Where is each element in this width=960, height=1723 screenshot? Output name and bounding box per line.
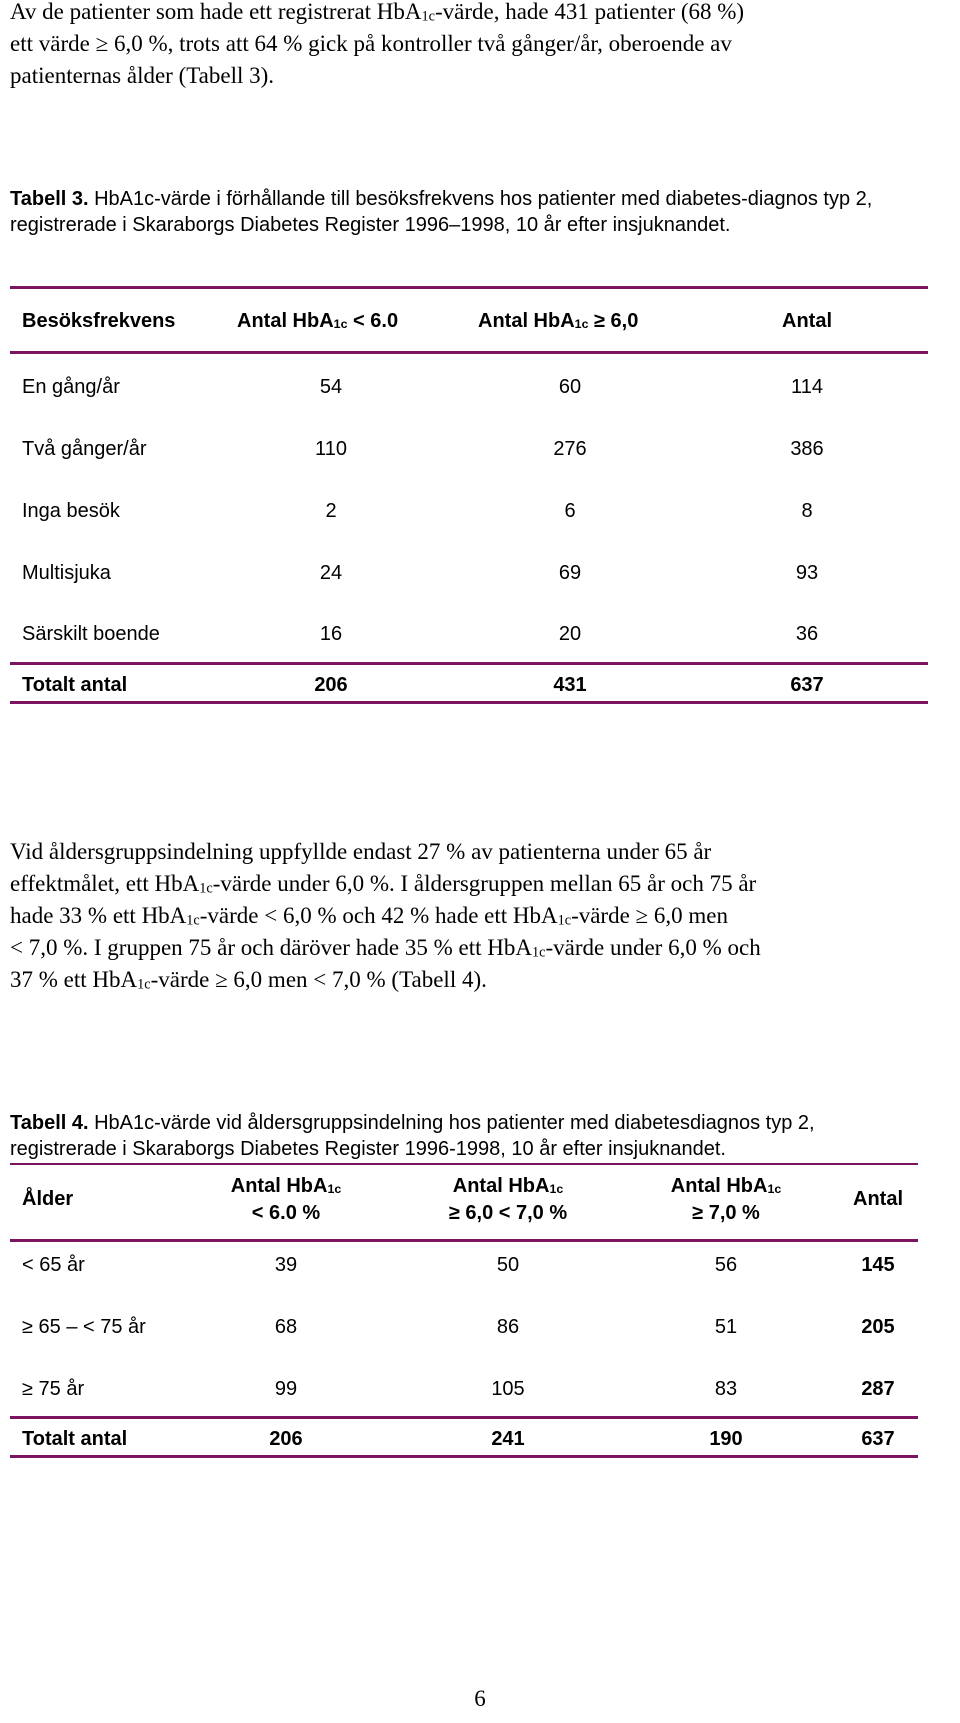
table3-caption — [10, 186, 890, 238]
table4-header-col2: Antal HbA$_{1c}$ < 6.0 % — [230, 1175, 342, 1224]
page-number: 6 — [474, 1686, 486, 1711]
table3-header-rule — [10, 351, 928, 354]
table3-cell-lt6: 2 — [325, 500, 337, 522]
table4-top-rule — [10, 1163, 918, 1165]
table4-row-label: ≥ 75 år — [22, 1378, 85, 1400]
intro-paragraph — [10, 0, 940, 92]
table4-cell-total: 205 — [861, 1316, 895, 1338]
table3-cell-ge6: 6 — [564, 500, 576, 522]
table4-total-lt6: 206 — [269, 1428, 303, 1450]
table4-caption — [10, 1110, 922, 1162]
table4-total-ge7: 190 — [709, 1428, 743, 1450]
table3-cell-total: 36 — [795, 623, 819, 645]
table4-row-label: < 65 år — [22, 1254, 85, 1276]
table3-total-label: Totalt antal — [22, 674, 128, 696]
table4-header-col4: Antal HbA$_{1c}$ ≥ 7,0 % — [670, 1175, 782, 1224]
age-line-5: 37 % ett HbA$_{1c}$-värde ≥ 6,0 men < 7,0 % (Tabell 4). — [10, 967, 487, 993]
table4-cell-total: 145 — [861, 1254, 895, 1276]
table3-cell-ge6: 60 — [558, 376, 582, 398]
table3-cell-lt6: 24 — [319, 562, 343, 584]
table3-row-label: Inga besök — [22, 500, 120, 522]
table3-cell-ge6: 276 — [553, 438, 587, 460]
table4-total-label: Totalt antal — [22, 1428, 128, 1450]
table3-cell-lt6: 54 — [319, 376, 343, 398]
table4-total-rule-top — [10, 1416, 918, 1419]
table4-total-total: 637 — [861, 1428, 895, 1450]
table4-cell-ge7: 56 — [714, 1254, 738, 1276]
age-line-3: hade 33 % ett HbA$_{1c}$-värde < 6,0 % och 42 % hade ett HbA$_{1c}$-värde ≥ 6,0 men — [10, 903, 729, 929]
table3-row-label: Särskilt boende — [22, 623, 160, 645]
table3-total-rule-top — [10, 662, 928, 665]
table3-row-label: En gång/år — [22, 376, 120, 398]
table3-bottom-rule — [10, 701, 928, 704]
intro-line-3: patienternas ålder (Tabell 3). — [10, 63, 275, 88]
table4-cell-ge7: 51 — [714, 1316, 738, 1338]
table3-cell-ge6: 20 — [558, 623, 582, 645]
table4-header-col5: Antal — [853, 1188, 903, 1210]
table4-row-label: ≥ 65 – < 75 år — [22, 1316, 146, 1338]
table3-cell-lt6: 110 — [315, 438, 347, 460]
table3-caption-label: Tabell 3. — [10, 188, 89, 210]
table4-cell-lt6: 68 — [274, 1316, 298, 1338]
table4-cell-mid: 50 — [496, 1254, 520, 1276]
table3-row-label: Multisjuka — [22, 562, 111, 584]
table4-total-mid: 241 — [491, 1428, 525, 1450]
table3-cell-total: 386 — [790, 438, 824, 460]
table3-header-col4: Antal — [782, 310, 832, 332]
table4-caption-text: HbA1c-värde vid åldersgruppsindelning hos patienter med diabetesdiagnos typ 2, registrerade i Skaraborgs Diabetes Register 1996-1998, 10 år efter insjuknandet. — [10, 1112, 815, 1160]
age-line-2: effektmålet, ett HbA$_{1c}$-värde under 6,0 %. I åldersgruppen mellan 65 år och 75 år — [10, 871, 757, 897]
table3-cell-total: 8 — [801, 500, 813, 522]
table4-cell-ge7: 83 — [714, 1378, 738, 1400]
table4-header-rule — [10, 1239, 918, 1242]
table3-top-rule — [10, 286, 928, 289]
table3-header-col1: Besöksfrekvens — [22, 310, 176, 332]
table3-cell-total: 93 — [795, 562, 819, 584]
table4-header-col3: Antal HbA$_{1c}$ ≥ 6,0 < 7,0 % — [448, 1175, 568, 1224]
table3-cell-ge6: 69 — [558, 562, 582, 584]
table4-bottom-rule — [10, 1455, 918, 1458]
table3-cell-lt6: 16 — [319, 623, 343, 645]
table3-total-lt6: 206 — [314, 674, 348, 696]
age-line-4: < 7,0 %. I gruppen 75 år och däröver hade 35 % ett HbA$_{1c}$-värde under 6,0 % och — [10, 935, 761, 961]
table4-caption-label: Tabell 4. — [10, 1112, 89, 1134]
table3-total-total: 637 — [790, 674, 824, 696]
table4-header-col1: Ålder — [22, 1188, 74, 1210]
age-line-1: Vid åldersgruppsindelning uppfyllde endast 27 % av patienterna under 65 år — [10, 839, 712, 864]
table3-row-label: Två gånger/år — [22, 438, 147, 460]
table3-header-col3: Antal HbA$_{1c}$ ≥ 6,0 — [478, 310, 639, 332]
table4-cell-lt6: 39 — [274, 1254, 298, 1276]
table3-header-col2: Antal HbA$_{1c}$ < 6.0 — [237, 310, 399, 332]
table3-caption-text: HbA1c-värde i förhållande till besöksfrekvens hos patienter med diabetes-diagnos typ 2, registrerade i Skaraborgs Diabetes Register 1996–1998, 10 år efter insjuknandet. — [10, 188, 873, 236]
table3-total-ge6: 431 — [553, 674, 587, 696]
table3-cell-total: 114 — [791, 376, 823, 398]
table4-cell-lt6: 99 — [274, 1378, 298, 1400]
age-group-paragraph — [10, 836, 940, 996]
table4-cell-total: 287 — [861, 1378, 895, 1400]
intro-line-2: ett värde ≥ 6,0 %, trots att 64 % gick på kontroller två gånger/år, oberoende av — [10, 31, 732, 56]
table4-cell-mid: 86 — [496, 1316, 520, 1338]
intro-line-1: Av de patienter som hade ett registrerat HbA$_{1c}$-värde, hade 431 patienter (68 %) — [10, 0, 745, 25]
table4-cell-mid: 105 — [491, 1378, 525, 1400]
